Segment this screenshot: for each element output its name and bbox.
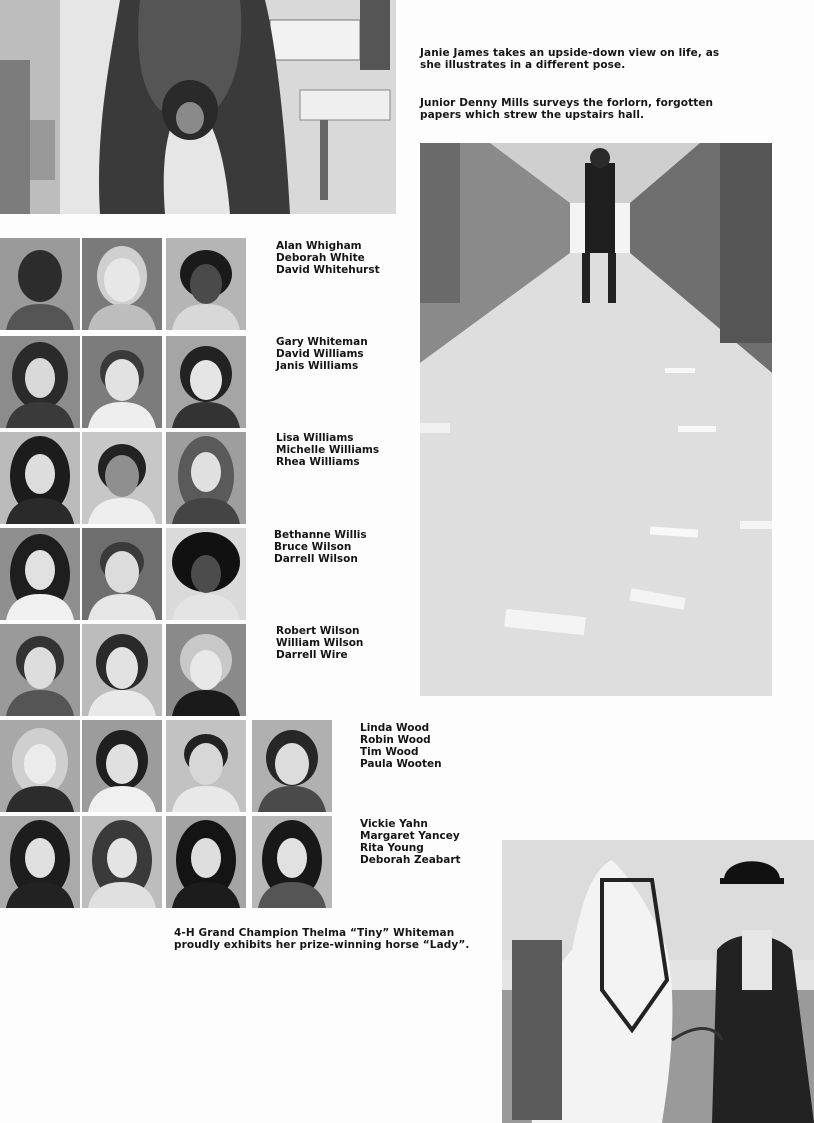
- student-name: David Williams: [276, 348, 364, 360]
- student-portrait: [166, 336, 246, 428]
- student-name: Lisa Williams: [276, 432, 354, 444]
- student-portrait: [252, 720, 332, 812]
- student-portrait: [0, 528, 80, 620]
- student-name: Darrell Wire: [276, 649, 348, 661]
- student-portrait: [82, 720, 162, 812]
- upside-down-caption: [420, 47, 719, 71]
- student-portrait: [82, 238, 162, 330]
- student-portrait: [0, 624, 80, 716]
- hallway-photo: [420, 143, 772, 696]
- hallway-caption: [420, 97, 713, 121]
- student-name: Darrell Wilson: [274, 553, 358, 565]
- student-portrait: [166, 528, 246, 620]
- student-name: Rhea Williams: [276, 456, 360, 468]
- horse-caption: [174, 927, 469, 951]
- student-portrait: [82, 624, 162, 716]
- student-name: Rita Young: [360, 842, 424, 854]
- upside-down-pose-photo: [0, 0, 396, 214]
- student-name: Gary Whiteman: [276, 336, 368, 348]
- student-portrait: [0, 336, 80, 428]
- student-name: Robin Wood: [360, 734, 431, 746]
- student-name: Deborah Zeabart: [360, 854, 461, 866]
- student-name: Vickie Yahn: [360, 818, 428, 830]
- student-name: Janis Williams: [276, 360, 359, 372]
- student-portrait: [82, 336, 162, 428]
- student-portrait: [0, 432, 80, 524]
- student-portrait: [0, 720, 80, 812]
- student-portrait: [82, 432, 162, 524]
- student-portrait: [166, 432, 246, 524]
- student-name: Deborah White: [276, 252, 365, 264]
- portrait-names-row-6: [360, 722, 442, 770]
- student-name: Linda Wood: [360, 722, 430, 734]
- student-name: Bethanne Willis: [274, 529, 367, 541]
- student-name: Margaret Yancey: [360, 830, 460, 842]
- student-portrait: [82, 816, 162, 908]
- student-name: Bruce Wilson: [274, 541, 352, 553]
- student-portrait: [0, 816, 80, 908]
- student-name: Tim Wood: [360, 746, 419, 758]
- student-portrait: [166, 624, 246, 716]
- portrait-names-row-5: [276, 625, 363, 661]
- student-portrait: [166, 720, 246, 812]
- student-portrait: [166, 238, 246, 330]
- horse-champion-photo: [502, 840, 814, 1123]
- student-name: William Wilson: [276, 637, 364, 649]
- student-portrait: [166, 816, 246, 908]
- student-portrait: [82, 528, 162, 620]
- caption-line: 4-H Grand Champion Thelma “Tiny” Whiteman: [174, 927, 455, 939]
- caption-line: proudly exhibits her prize-winning horse “Lady”.: [174, 939, 470, 951]
- portrait-names-row-3: [276, 432, 379, 468]
- caption-line: Junior Denny Mills surveys the forlorn, forgotten: [420, 97, 714, 109]
- caption-line: Janie James takes an upside-down view on life, as: [420, 47, 720, 59]
- student-name: Michelle Williams: [276, 444, 380, 456]
- student-name: Robert Wilson: [276, 625, 360, 637]
- portrait-names-row-2: [276, 336, 368, 372]
- portrait-names-row-1: [276, 240, 380, 276]
- student-portrait: [252, 816, 332, 908]
- caption-line: she illustrates in a different pose.: [420, 59, 626, 71]
- student-name: David Whitehurst: [276, 264, 380, 276]
- student-name: Alan Whigham: [276, 240, 362, 252]
- portrait-names-row-7: [360, 818, 461, 866]
- student-portrait: [0, 238, 80, 330]
- portrait-names-row-4: [274, 529, 367, 565]
- student-name: Paula Wooten: [360, 758, 442, 770]
- caption-line: papers which strew the upstairs hall.: [420, 109, 645, 121]
